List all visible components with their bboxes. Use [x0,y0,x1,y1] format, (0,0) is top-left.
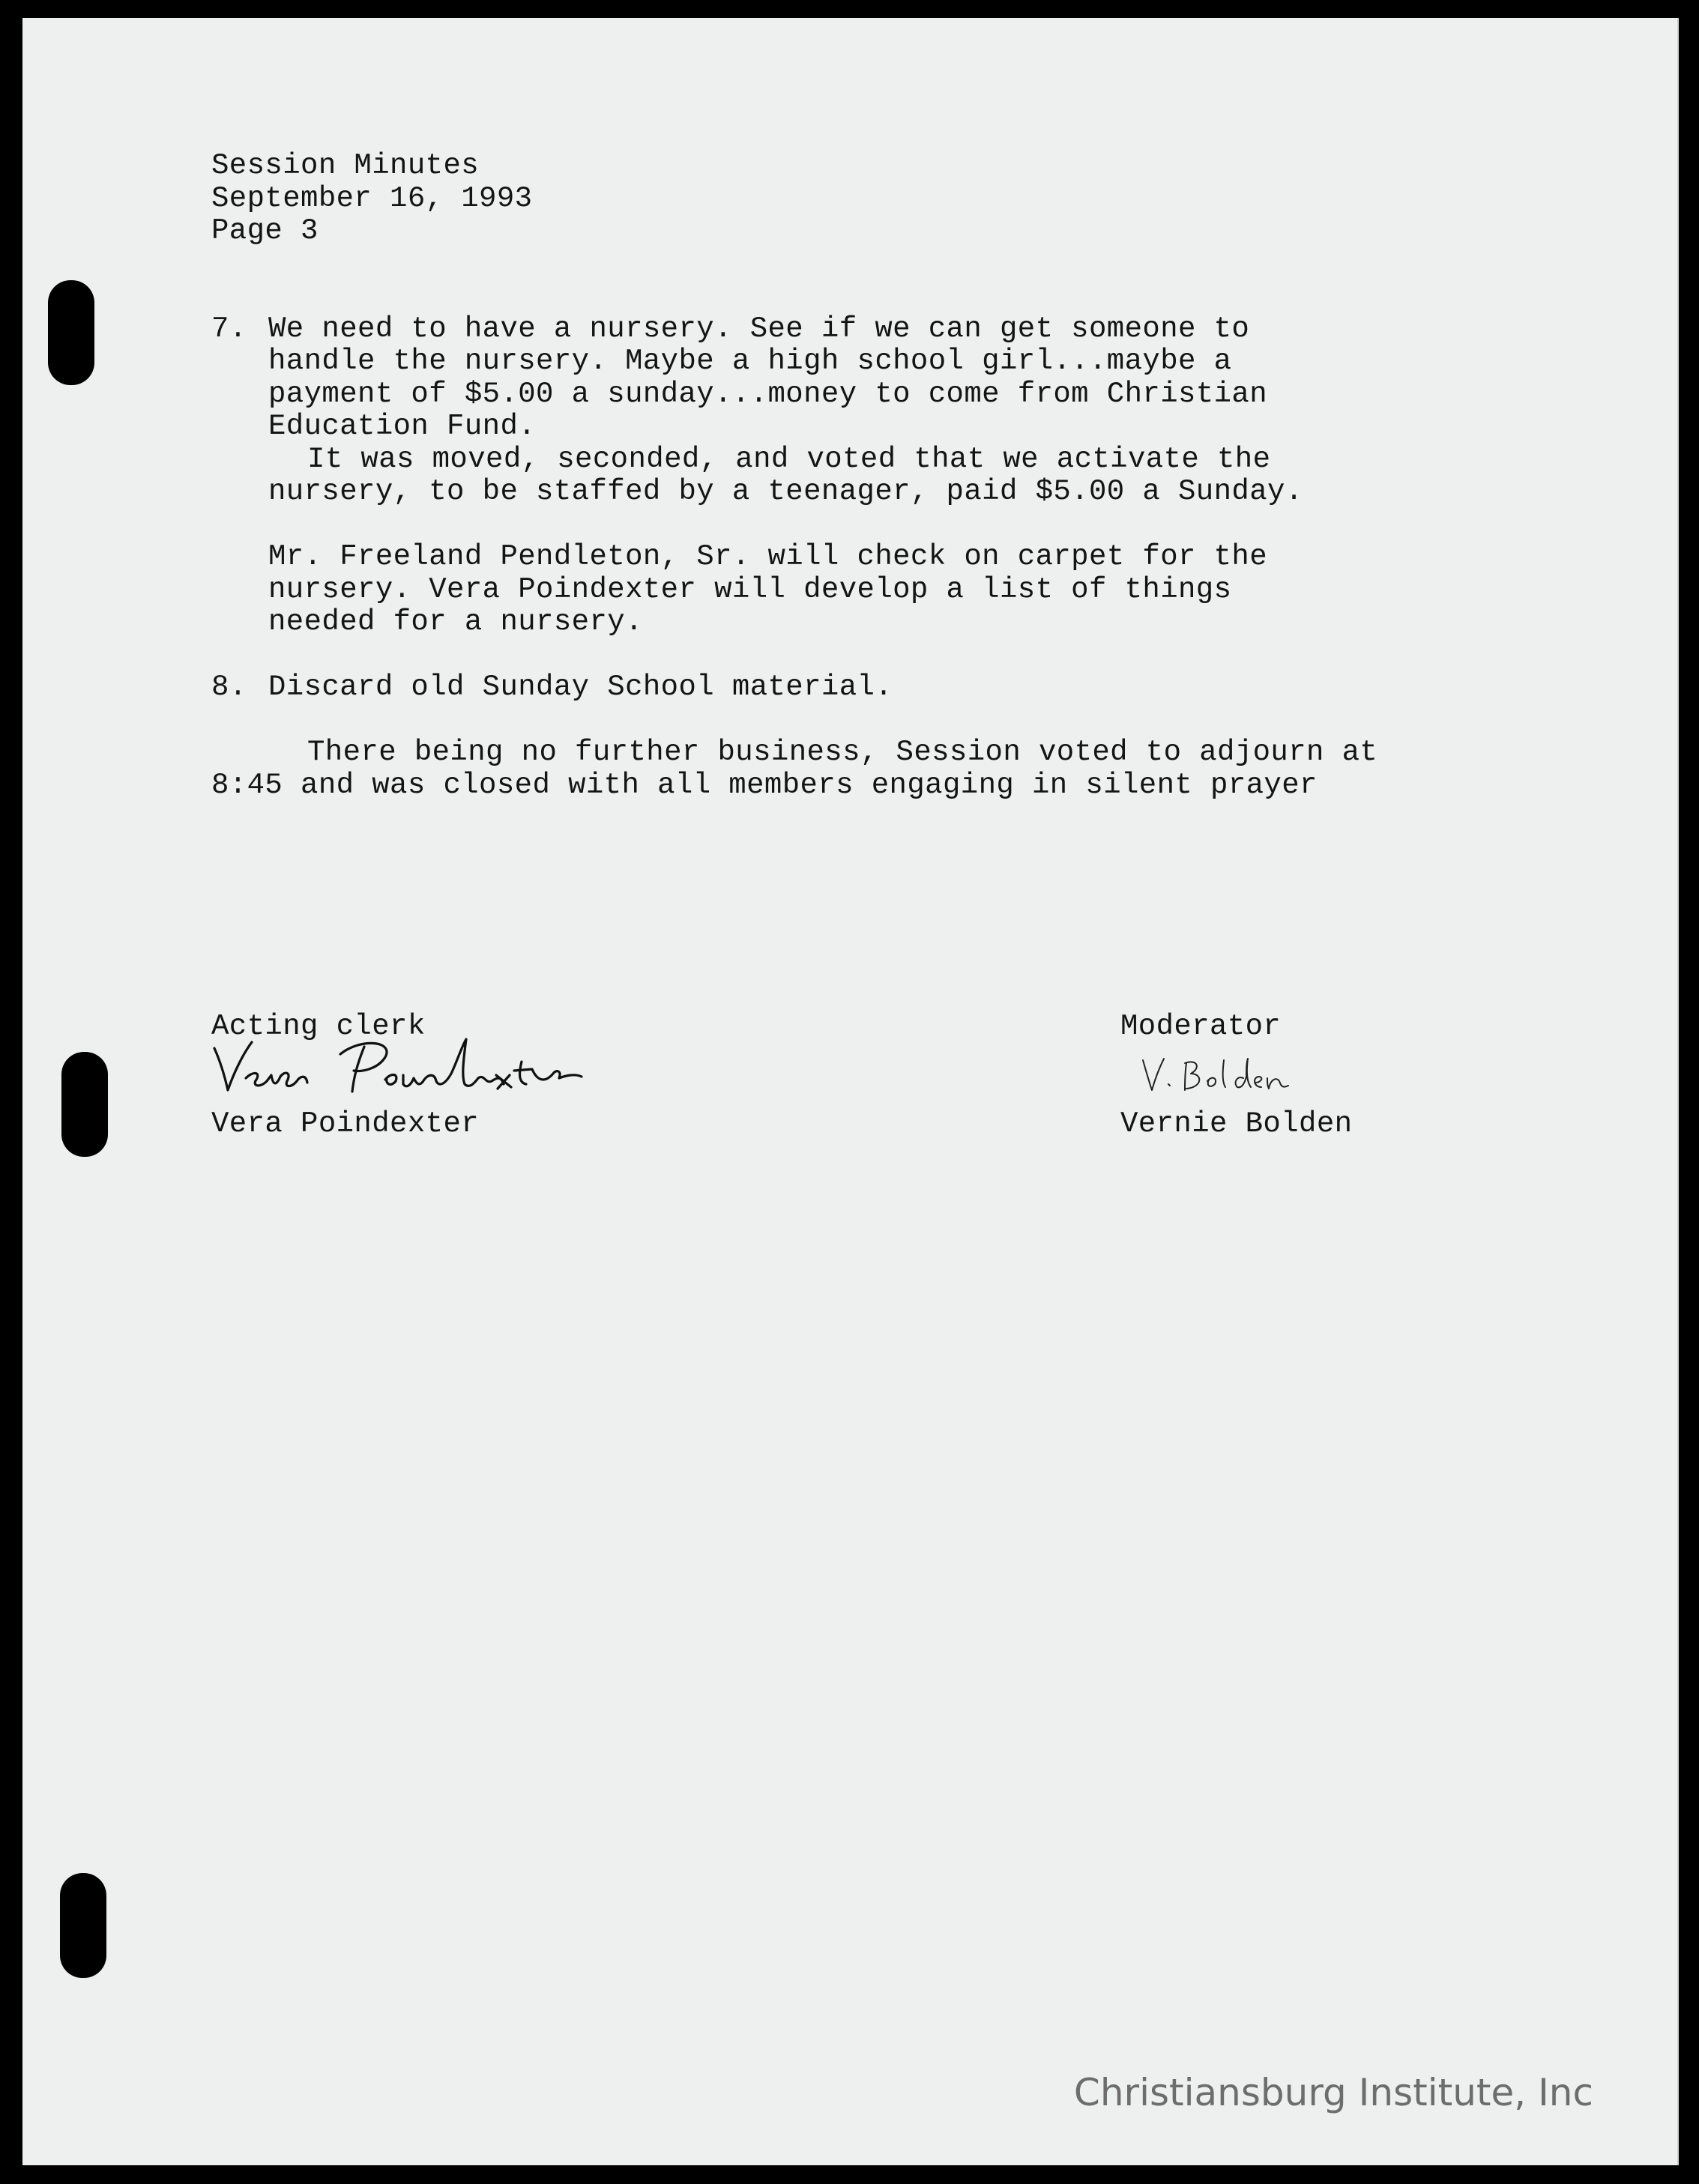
watermark-text: Christiansburg Institute, Inc [1073,2071,1593,2114]
document-page [22,18,1679,2165]
item-text: We need to have a nursery. See if we can get someone to handle the nursery. Maybe a high school girl...maybe a payment of $5.00 a sunday...money to come from Christian Education Fund. [268,312,1268,443]
item-number: 8. [211,671,247,704]
header-page: Page 3 [211,214,319,247]
header-date: September 16, 1993 [211,181,533,215]
item-text: Discard old Sunday School material. [268,671,893,704]
agenda-item-7: 7. We need to have a nursery. See if we can get someone to handle the nursery. Maybe a high school girl...maybe a payment of $5.00 a sunday...money to come from Christian Education Fund. It was moved, seconded, and voted that we activate the nursery, to be staffed by a teenager, paid $5.00 a Sunday. Mr. Freeland Pendleton, Sr. will check on carpet for the nursery. Vera Poindexter will develop a list of things needed for a nursery. [211,313,1485,639]
minutes-body [211,150,1485,802]
item-motion: It was moved, seconded, and voted that we activate the [307,442,1271,476]
punch-hole-middle [61,1052,108,1157]
closing-paragraph: There being no further business, Session voted to adjourn at 8:45 and was closed with all members engaging in silent prayer [211,736,1378,802]
item-followup: Mr. Freeland Pendleton, Sr. will check on carpet for the nursery. Vera Poindexter will develop a list of things needed for a nursery. [268,540,1268,638]
header-title: Session Minutes [211,149,480,182]
item-number: 7. [211,312,247,345]
moderator-name: Vernie Bolden [1120,1107,1353,1140]
moderator-title: Moderator [1120,1010,1282,1043]
agenda-item-8 [211,671,1485,704]
clerk-title: Acting clerk [211,1010,426,1043]
clerk-name: Vera Poindexter [211,1107,480,1140]
clerk-handwritten-signature [207,1032,597,1107]
moderator-handwritten-signature [1138,1050,1311,1110]
punch-hole-bottom [60,1873,106,1978]
punch-hole-top [48,280,94,385]
